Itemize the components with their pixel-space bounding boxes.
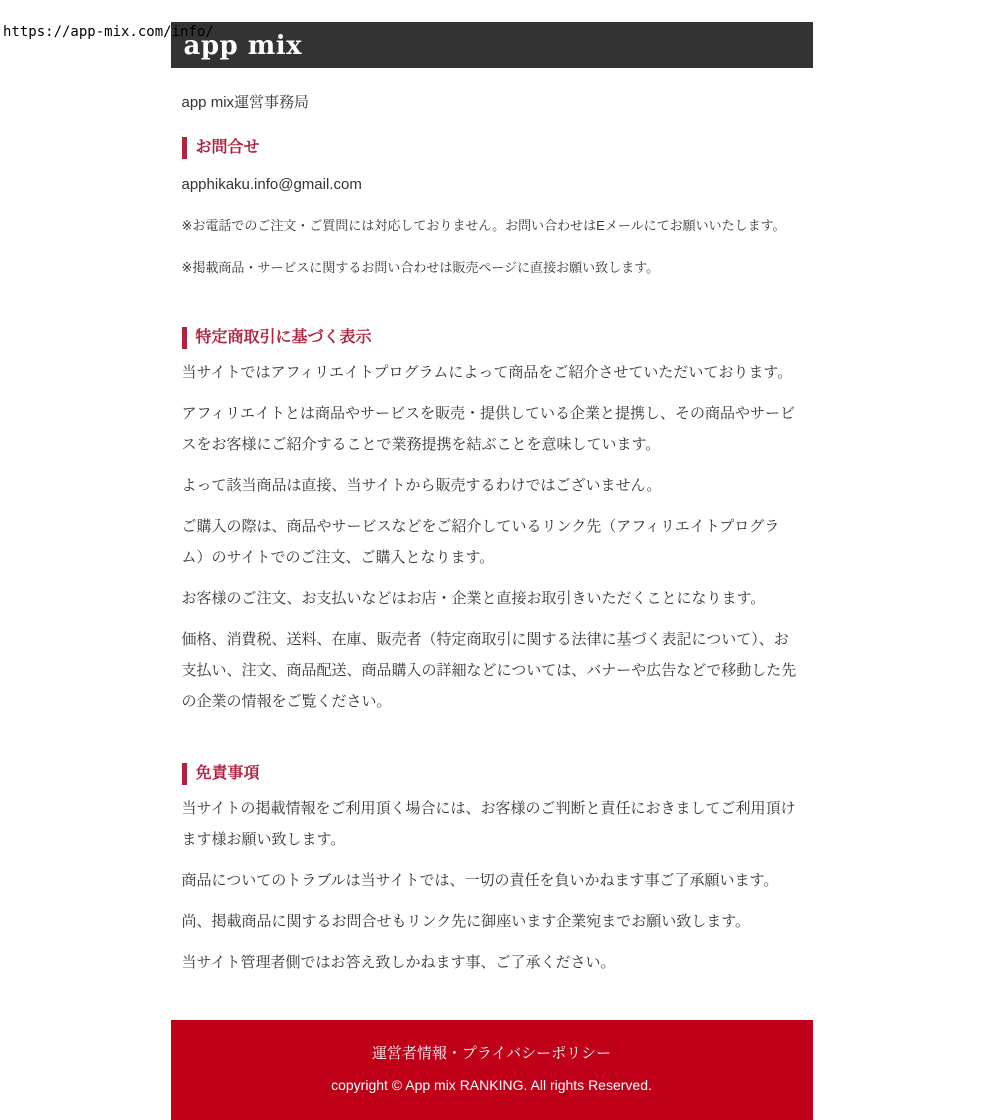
disclaimer-paragraph: 当サイトの掲載情報をご利用頂く場合には、お客様のご判断と責任におきましてご利用頂けます様お願い致します。 — [181, 800, 796, 848]
tokushoho-paragraph: 価格、消費税、送料、在庫、販売者（特定商取引に関する法律に基づく表記について）、お支払い、注文、商品配送、商品購入の詳細などについては、バナーや広告などで移動した先の企業の情報をご覧ください。 — [181, 631, 797, 710]
footer-copyright: copyright © App mix RANKING. All rights Reserved. — [331, 1077, 652, 1093]
contact-note: ※掲載商品・サービスに関するお問い合わせは販売ページに直接お願い致します。 — [181, 260, 660, 275]
section-contact — [182, 137, 802, 281]
tokushoho-paragraph: よって該当商品は直接、当サイトから販売するわけではございません。 — [181, 477, 662, 494]
contact-heading: お問合せ — [182, 137, 802, 159]
tokushoho-heading: 特定商取引に基づく表示 — [182, 327, 802, 349]
disclaimer-paragraph: 商品についてのトラブルは当サイトでは、一切の責任を負いかねます事ご了承願います。 — [181, 872, 779, 889]
browser-url-caption: https://app-mix.com/info/ — [3, 24, 214, 40]
disclaimer-paragraph: 尚、掲載商品に関するお問合せもリンク先に御座います企業宛までお願い致します。 — [181, 913, 751, 930]
tokushoho-paragraph: 当サイトではアフィリエイトプログラムによって商品をご紹介させていただいております。 — [181, 364, 793, 381]
main-content — [171, 93, 813, 978]
tokushoho-paragraph: ご購入の際は、商品やサービスなどをご紹介しているリンク先（アフィリエイトプログラム）のサイトでのご注文、ご購入となります。 — [181, 518, 780, 566]
section-tokushoho — [182, 327, 802, 717]
site-footer — [171, 1020, 813, 1120]
contact-note: ※お電話でのご注文・ご質問には対応しておりません。お問い合わせはEメールにてお願いいたします。 — [181, 218, 786, 233]
footer-privacy-policy-link[interactable]: 運営者情報・プライバシーポリシー — [371, 1045, 612, 1062]
intro-text: app mix運営事務局 — [181, 94, 310, 111]
site-logo[interactable]: app mix — [183, 31, 303, 61]
section-disclaimer — [182, 763, 802, 978]
site-header — [171, 22, 813, 68]
disclaimer-heading: 免責事項 — [182, 763, 802, 785]
disclaimer-paragraph: 当サイト管理者側ではお答え致しかねます事、ご了承ください。 — [181, 954, 616, 971]
tokushoho-paragraph: お客様のご注文、お支払いなどはお店・企業と直接お取引きいただくことになります。 — [181, 590, 766, 607]
contact-email: apphikaku.info@gmail.com — [181, 176, 362, 193]
tokushoho-paragraph: アフィリエイトとは商品やサービスを販売・提供している企業と提携し、その商品やサービスをお客様にご紹介することで業務提携を結ぶことを意味しています。 — [181, 405, 796, 453]
page-container — [171, 22, 813, 1120]
